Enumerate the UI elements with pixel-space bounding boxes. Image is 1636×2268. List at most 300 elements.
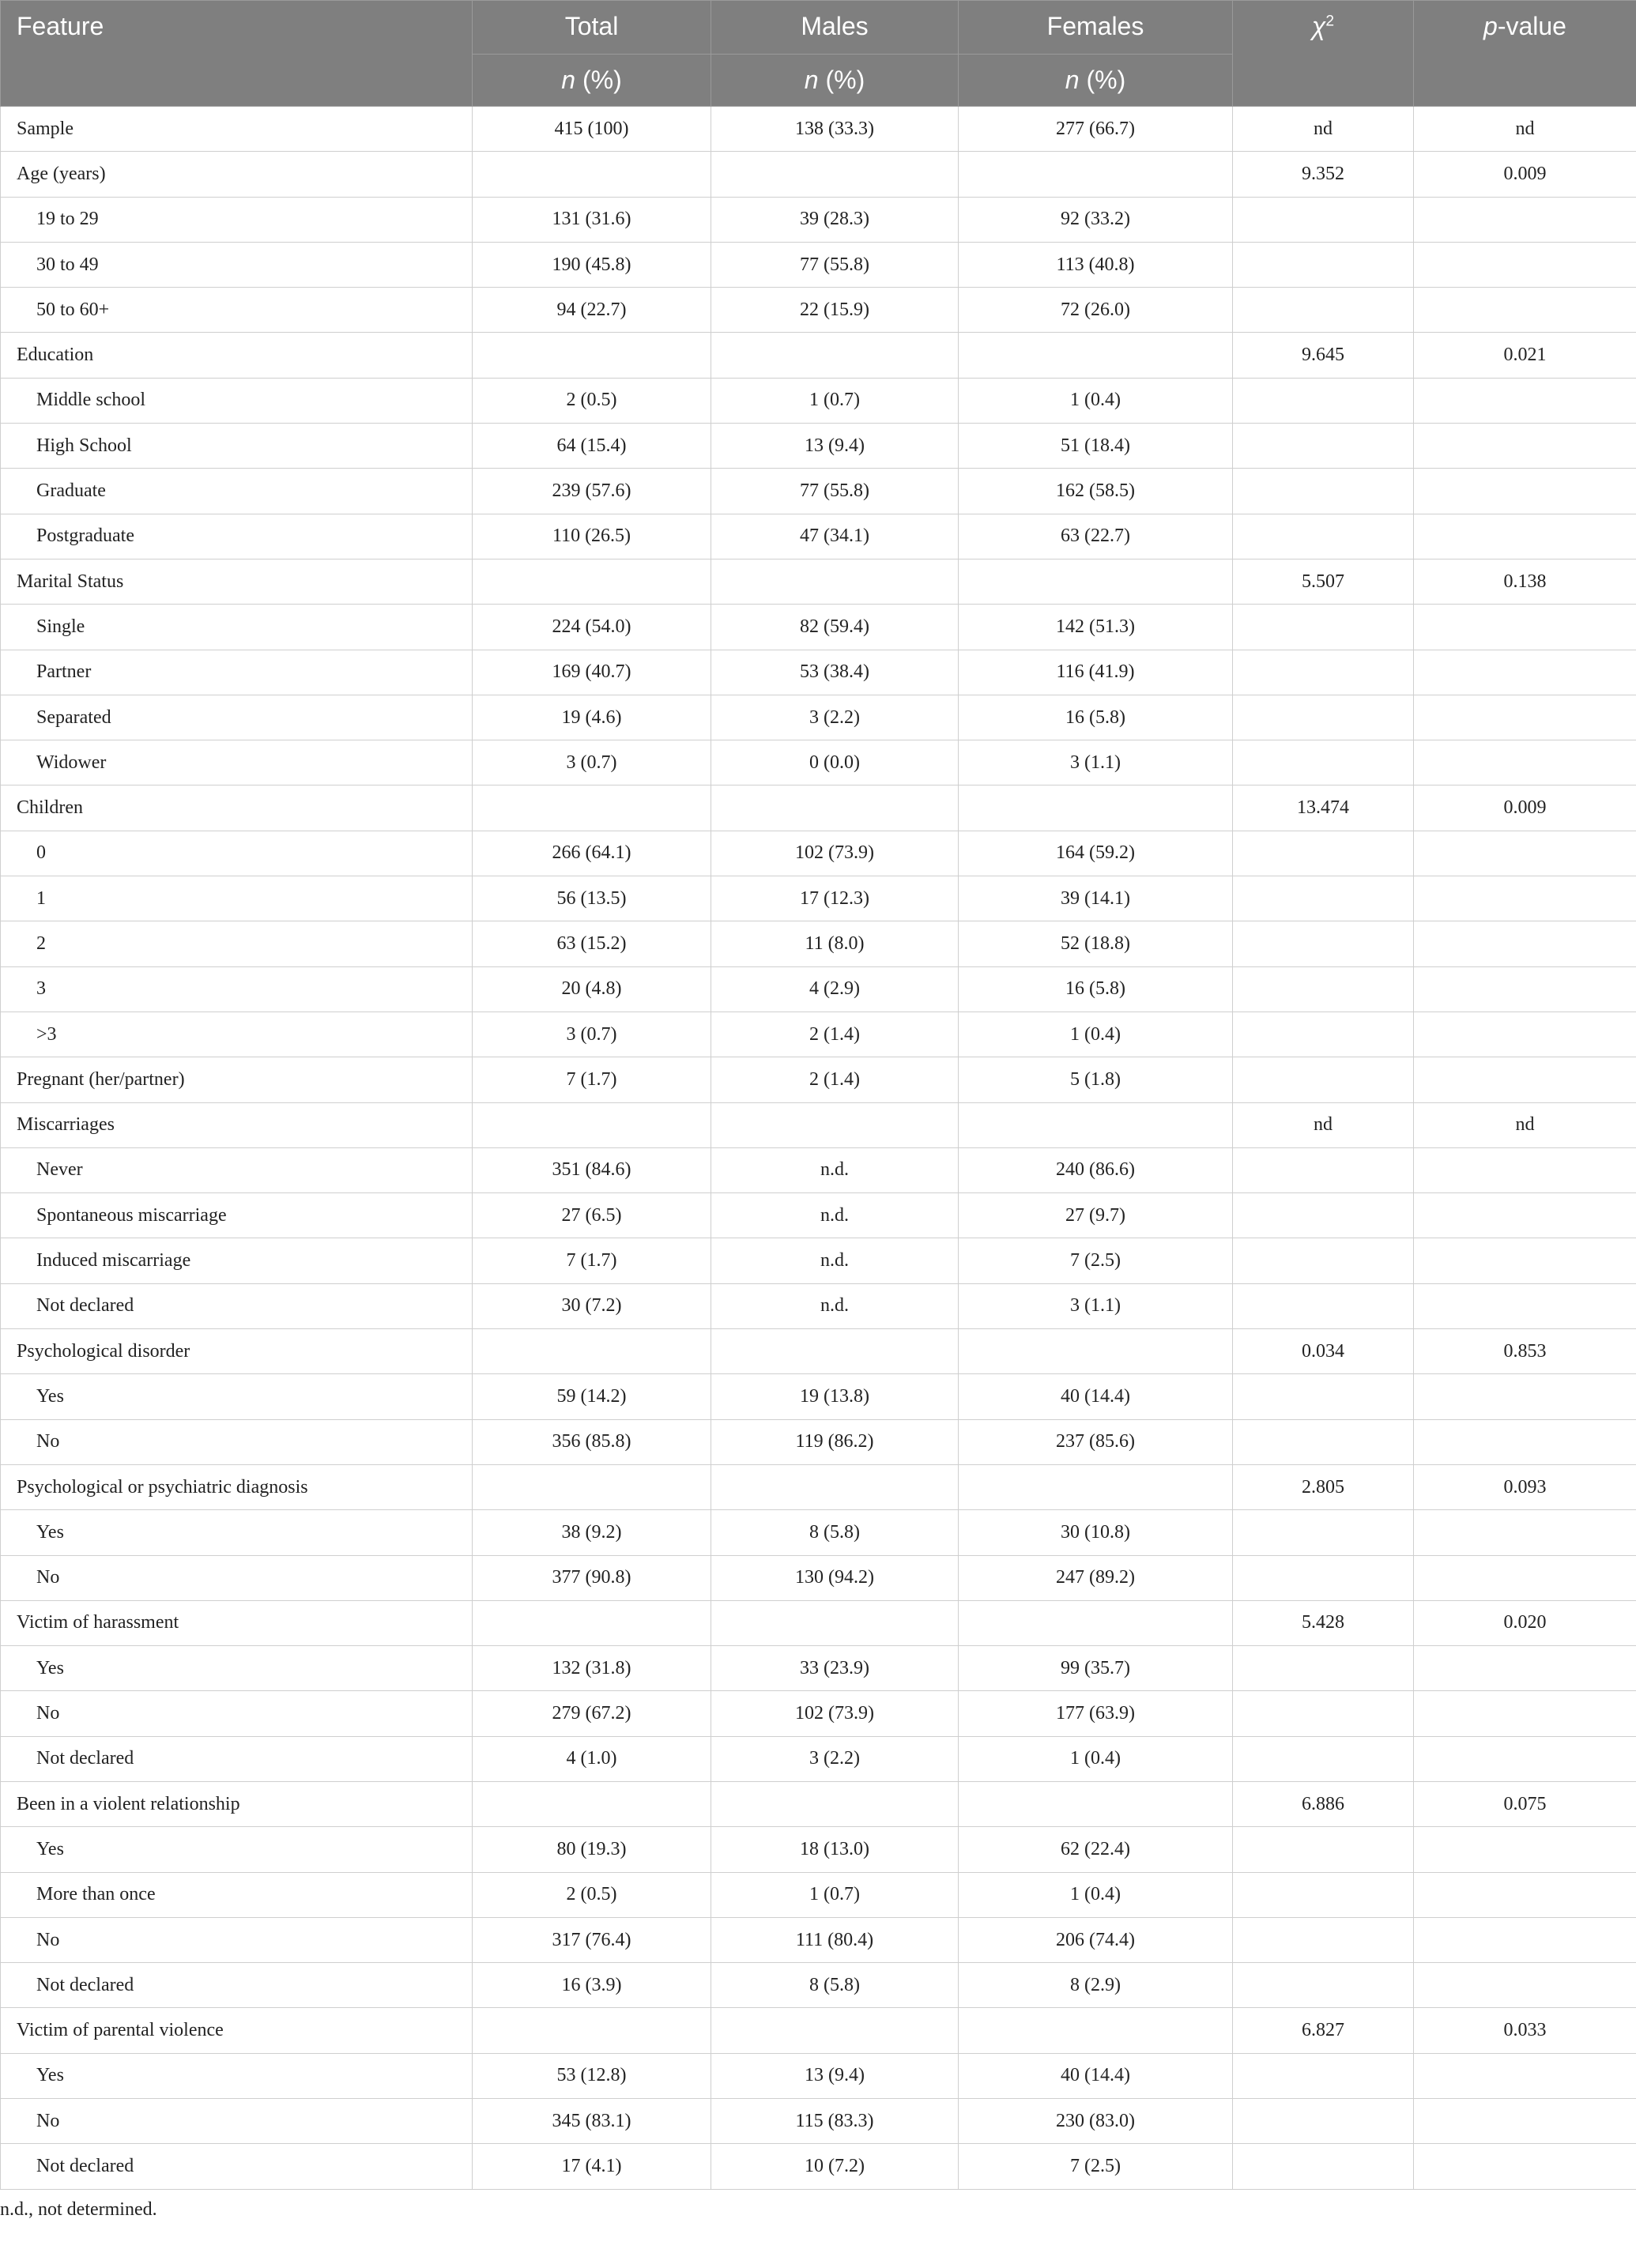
cell-total: 356 (85.8) — [473, 1419, 711, 1464]
row-label: Not declared — [1, 1963, 473, 2008]
cell-p-value — [1414, 378, 1636, 423]
cell-total: 80 (19.3) — [473, 1827, 711, 1872]
table-row — [1, 1238, 1636, 1283]
cell-males: 77 (55.8) — [711, 469, 959, 514]
cell-chi-square — [1233, 1646, 1414, 1691]
cell-chi-square — [1233, 1238, 1414, 1283]
cell-p-value — [1414, 2144, 1636, 2189]
cell-chi-square — [1233, 966, 1414, 1012]
table-row — [1, 1147, 1636, 1192]
cell-females: 1 (0.4) — [959, 1012, 1233, 1057]
table-row — [1, 1193, 1636, 1238]
cell-females: 39 (14.1) — [959, 876, 1233, 921]
cell-chi-square — [1233, 831, 1414, 876]
row-label: No — [1, 1917, 473, 1962]
row-label: Age (years) — [1, 152, 473, 197]
cell-females: 16 (5.8) — [959, 966, 1233, 1012]
cell-males: n.d. — [711, 1193, 959, 1238]
row-label: 19 to 29 — [1, 197, 473, 242]
table-row — [1, 1012, 1636, 1057]
header-p-rest: -value — [1497, 12, 1566, 40]
cell-total: 56 (13.5) — [473, 876, 711, 921]
cell-chi-square: 6.827 — [1233, 2008, 1414, 2053]
row-label: Separated — [1, 695, 473, 740]
row-label: Partner — [1, 650, 473, 695]
cell-chi-square — [1233, 1736, 1414, 1781]
header-chi-symbol: χ — [1311, 12, 1326, 40]
table-row — [1, 1691, 1636, 1736]
header-p-value — [1414, 1, 1636, 107]
row-label: Postgraduate — [1, 514, 473, 559]
table-row — [1, 786, 1636, 831]
table-row — [1, 424, 1636, 469]
cell-chi-square: 13.474 — [1233, 786, 1414, 831]
subheader-pct: (%) — [575, 66, 622, 94]
header-males: Males — [711, 1, 959, 55]
header-feature: Feature — [1, 1, 473, 107]
table-row — [1, 1057, 1636, 1102]
cell-p-value — [1414, 831, 1636, 876]
table-row — [1, 1283, 1636, 1328]
table-row — [1, 514, 1636, 559]
cell-p-value — [1414, 514, 1636, 559]
table-row — [1, 1419, 1636, 1464]
cell-total: 63 (15.2) — [473, 921, 711, 966]
row-label: Psychological or psychiatric diagnosis — [1, 1464, 473, 1509]
cell-males: 39 (28.3) — [711, 197, 959, 242]
subheader-males-n-pct — [711, 55, 959, 107]
cell-females — [959, 786, 1233, 831]
row-label: Victim of harassment — [1, 1600, 473, 1645]
row-label: Graduate — [1, 469, 473, 514]
cell-p-value — [1414, 605, 1636, 650]
cell-males — [711, 1600, 959, 1645]
cell-p-value: 0.033 — [1414, 2008, 1636, 2053]
cell-total: 190 (45.8) — [473, 242, 711, 287]
cell-females: 113 (40.8) — [959, 242, 1233, 287]
table-row — [1, 197, 1636, 242]
cell-males: 102 (73.9) — [711, 1691, 959, 1736]
cell-chi-square — [1233, 288, 1414, 333]
row-label: Spontaneous miscarriage — [1, 1193, 473, 1238]
cell-chi-square — [1233, 650, 1414, 695]
table-row — [1, 333, 1636, 378]
cell-total: 131 (31.6) — [473, 197, 711, 242]
cell-males: 13 (9.4) — [711, 424, 959, 469]
cell-total: 239 (57.6) — [473, 469, 711, 514]
cell-males — [711, 2008, 959, 2053]
cell-males: 17 (12.3) — [711, 876, 959, 921]
cell-females: 240 (86.6) — [959, 1147, 1233, 1192]
cell-total — [473, 559, 711, 604]
cell-females: 62 (22.4) — [959, 1827, 1233, 1872]
cell-females: 16 (5.8) — [959, 695, 1233, 740]
cell-males — [711, 1102, 959, 1147]
cell-females: 177 (63.9) — [959, 1691, 1233, 1736]
cell-chi-square: 9.352 — [1233, 152, 1414, 197]
cell-p-value: 0.009 — [1414, 152, 1636, 197]
table-row — [1, 605, 1636, 650]
subheader-pct: (%) — [1079, 66, 1126, 94]
cell-chi-square — [1233, 2144, 1414, 2189]
cell-chi-square — [1233, 1419, 1414, 1464]
cell-males: 22 (15.9) — [711, 288, 959, 333]
subheader-pct: (%) — [818, 66, 865, 94]
cell-total: 7 (1.7) — [473, 1238, 711, 1283]
cell-females: 116 (41.9) — [959, 650, 1233, 695]
cell-total: 3 (0.7) — [473, 1012, 711, 1057]
cell-females: 247 (89.2) — [959, 1555, 1233, 1600]
cell-males: 47 (34.1) — [711, 514, 959, 559]
cell-females — [959, 1102, 1233, 1147]
cell-p-value — [1414, 1510, 1636, 1555]
cell-females: 40 (14.4) — [959, 1374, 1233, 1419]
cell-males — [711, 1464, 959, 1509]
row-label: No — [1, 1555, 473, 1600]
cell-total: 94 (22.7) — [473, 288, 711, 333]
cell-females: 7 (2.5) — [959, 1238, 1233, 1283]
header-total: Total — [473, 1, 711, 55]
row-label: 2 — [1, 921, 473, 966]
table-row — [1, 288, 1636, 333]
cell-chi-square — [1233, 1963, 1414, 2008]
table-row — [1, 107, 1636, 152]
cell-males: 102 (73.9) — [711, 831, 959, 876]
cell-p-value — [1414, 1057, 1636, 1102]
cell-males — [711, 333, 959, 378]
cell-total: 16 (3.9) — [473, 1963, 711, 2008]
row-label: Single — [1, 605, 473, 650]
cell-total: 20 (4.8) — [473, 966, 711, 1012]
row-label: Yes — [1, 1374, 473, 1419]
cell-p-value — [1414, 2053, 1636, 2098]
cell-males — [711, 559, 959, 604]
cell-p-value — [1414, 740, 1636, 786]
cell-chi-square — [1233, 2099, 1414, 2144]
table-row — [1, 2008, 1636, 2053]
row-label: Induced miscarriage — [1, 1238, 473, 1283]
table-row — [1, 921, 1636, 966]
cell-chi-square — [1233, 378, 1414, 423]
table-header — [1, 1, 1636, 107]
cell-chi-square — [1233, 514, 1414, 559]
table-row — [1, 966, 1636, 1012]
cell-p-value — [1414, 1872, 1636, 1917]
cell-p-value — [1414, 1193, 1636, 1238]
cell-chi-square — [1233, 1057, 1414, 1102]
cell-males — [711, 1781, 959, 1826]
cell-total: 3 (0.7) — [473, 740, 711, 786]
cell-chi-square: nd — [1233, 1102, 1414, 1147]
cell-males: 53 (38.4) — [711, 650, 959, 695]
cell-females: 51 (18.4) — [959, 424, 1233, 469]
table-row — [1, 1646, 1636, 1691]
row-label: Children — [1, 786, 473, 831]
cell-p-value — [1414, 1827, 1636, 1872]
cell-females: 3 (1.1) — [959, 1283, 1233, 1328]
cell-total — [473, 1464, 711, 1509]
cell-p-value: 0.009 — [1414, 786, 1636, 831]
table-row — [1, 876, 1636, 921]
cell-females: 277 (66.7) — [959, 107, 1233, 152]
cell-total — [473, 152, 711, 197]
cell-chi-square — [1233, 605, 1414, 650]
cell-females: 8 (2.9) — [959, 1963, 1233, 2008]
table-row — [1, 1917, 1636, 1962]
cell-chi-square — [1233, 469, 1414, 514]
cell-chi-square: 5.507 — [1233, 559, 1414, 604]
cell-females: 27 (9.7) — [959, 1193, 1233, 1238]
cell-males: 11 (8.0) — [711, 921, 959, 966]
cell-total: 7 (1.7) — [473, 1057, 711, 1102]
cell-males: 119 (86.2) — [711, 1419, 959, 1464]
row-label: Yes — [1, 1646, 473, 1691]
row-label: 3 — [1, 966, 473, 1012]
subheader-n: n — [561, 66, 576, 94]
cell-females — [959, 559, 1233, 604]
cell-males: 82 (59.4) — [711, 605, 959, 650]
cell-males: n.d. — [711, 1283, 959, 1328]
table-row — [1, 1781, 1636, 1826]
cell-chi-square: 2.805 — [1233, 1464, 1414, 1509]
cell-total — [473, 333, 711, 378]
row-label: Yes — [1, 1827, 473, 1872]
cell-p-value: nd — [1414, 107, 1636, 152]
cell-p-value: nd — [1414, 1102, 1636, 1147]
table-row — [1, 152, 1636, 197]
row-label: No — [1, 1691, 473, 1736]
cell-females: 3 (1.1) — [959, 740, 1233, 786]
cell-p-value — [1414, 1012, 1636, 1057]
table-row — [1, 378, 1636, 423]
cell-p-value — [1414, 1555, 1636, 1600]
cell-males: 130 (94.2) — [711, 1555, 959, 1600]
row-label: Victim of parental violence — [1, 2008, 473, 2053]
cell-chi-square: 6.886 — [1233, 1781, 1414, 1826]
cell-females: 206 (74.4) — [959, 1917, 1233, 1962]
cell-chi-square — [1233, 695, 1414, 740]
cell-females: 142 (51.3) — [959, 605, 1233, 650]
cell-chi-square — [1233, 2053, 1414, 2098]
cell-chi-square: 0.034 — [1233, 1329, 1414, 1374]
cell-males: 115 (83.3) — [711, 2099, 959, 2144]
row-label: Yes — [1, 2053, 473, 2098]
cell-males: 33 (23.9) — [711, 1646, 959, 1691]
cell-p-value — [1414, 1963, 1636, 2008]
table-row — [1, 2053, 1636, 2098]
cell-p-value — [1414, 197, 1636, 242]
cell-total: 27 (6.5) — [473, 1193, 711, 1238]
cell-males: 1 (0.7) — [711, 378, 959, 423]
row-label: Not declared — [1, 1283, 473, 1328]
cell-males: 3 (2.2) — [711, 1736, 959, 1781]
cell-p-value: 0.093 — [1414, 1464, 1636, 1509]
table-row — [1, 1329, 1636, 1374]
cell-chi-square — [1233, 1872, 1414, 1917]
cell-total: 377 (90.8) — [473, 1555, 711, 1600]
subheader-females-n-pct — [959, 55, 1233, 107]
cell-total — [473, 1329, 711, 1374]
subheader-total-n-pct — [473, 55, 711, 107]
cell-males: 8 (5.8) — [711, 1510, 959, 1555]
cell-chi-square — [1233, 1555, 1414, 1600]
cell-females: 52 (18.8) — [959, 921, 1233, 966]
cell-p-value: 0.021 — [1414, 333, 1636, 378]
row-label: Been in a violent relationship — [1, 1781, 473, 1826]
table-row — [1, 1963, 1636, 2008]
header-chi-sup: 2 — [1325, 13, 1335, 30]
row-label: Widower — [1, 740, 473, 786]
cell-p-value — [1414, 2099, 1636, 2144]
row-label: Pregnant (her/partner) — [1, 1057, 473, 1102]
cell-p-value — [1414, 1238, 1636, 1283]
cell-females: 63 (22.7) — [959, 514, 1233, 559]
cell-females — [959, 2008, 1233, 2053]
row-label: Not declared — [1, 2144, 473, 2189]
cell-p-value — [1414, 1283, 1636, 1328]
cell-total — [473, 1781, 711, 1826]
cell-chi-square — [1233, 1917, 1414, 1962]
cell-chi-square — [1233, 921, 1414, 966]
cell-total: 53 (12.8) — [473, 2053, 711, 2098]
cell-total — [473, 2008, 711, 2053]
cell-total: 279 (67.2) — [473, 1691, 711, 1736]
cell-p-value — [1414, 650, 1636, 695]
cell-males: 8 (5.8) — [711, 1963, 959, 2008]
cell-chi-square — [1233, 1510, 1414, 1555]
cell-males: 0 (0.0) — [711, 740, 959, 786]
cell-chi-square — [1233, 1147, 1414, 1192]
cell-total — [473, 786, 711, 831]
table-row — [1, 242, 1636, 287]
cell-males — [711, 1329, 959, 1374]
cell-p-value — [1414, 288, 1636, 333]
cell-males: 77 (55.8) — [711, 242, 959, 287]
cell-chi-square — [1233, 1827, 1414, 1872]
table-row — [1, 695, 1636, 740]
cell-females: 5 (1.8) — [959, 1057, 1233, 1102]
table-row — [1, 469, 1636, 514]
cell-total: 64 (15.4) — [473, 424, 711, 469]
table-body — [1, 107, 1636, 2190]
cell-total: 266 (64.1) — [473, 831, 711, 876]
cell-total: 19 (4.6) — [473, 695, 711, 740]
cell-females — [959, 333, 1233, 378]
cell-p-value — [1414, 876, 1636, 921]
cell-females — [959, 152, 1233, 197]
row-label: 50 to 60+ — [1, 288, 473, 333]
cell-p-value: 0.853 — [1414, 1329, 1636, 1374]
cell-females: 1 (0.4) — [959, 378, 1233, 423]
cell-p-value — [1414, 695, 1636, 740]
table-row — [1, 740, 1636, 786]
table-row — [1, 650, 1636, 695]
cell-females: 230 (83.0) — [959, 2099, 1233, 2144]
cell-p-value — [1414, 921, 1636, 966]
table-row — [1, 1510, 1636, 1555]
cell-females: 1 (0.4) — [959, 1872, 1233, 1917]
table-row — [1, 1555, 1636, 1600]
cell-males: 10 (7.2) — [711, 2144, 959, 2189]
cell-females: 92 (33.2) — [959, 197, 1233, 242]
cell-total: 38 (9.2) — [473, 1510, 711, 1555]
table-row — [1, 2099, 1636, 2144]
table-row — [1, 1464, 1636, 1509]
cell-females — [959, 1781, 1233, 1826]
cell-total: 169 (40.7) — [473, 650, 711, 695]
cell-total: 17 (4.1) — [473, 2144, 711, 2189]
header-p-italic: p — [1483, 12, 1498, 40]
cell-males: 2 (1.4) — [711, 1012, 959, 1057]
cell-males: 138 (33.3) — [711, 107, 959, 152]
table-row — [1, 2144, 1636, 2189]
table-row — [1, 1600, 1636, 1645]
cell-chi-square: nd — [1233, 107, 1414, 152]
cell-p-value: 0.138 — [1414, 559, 1636, 604]
cell-p-value — [1414, 1147, 1636, 1192]
table-row — [1, 831, 1636, 876]
cell-females: 72 (26.0) — [959, 288, 1233, 333]
cell-total: 30 (7.2) — [473, 1283, 711, 1328]
cell-females: 99 (35.7) — [959, 1646, 1233, 1691]
row-label: 0 — [1, 831, 473, 876]
cell-females: 40 (14.4) — [959, 2053, 1233, 2098]
table-row — [1, 1374, 1636, 1419]
row-label: 30 to 49 — [1, 242, 473, 287]
cell-chi-square — [1233, 1012, 1414, 1057]
row-label: Miscarriages — [1, 1102, 473, 1147]
cell-females — [959, 1600, 1233, 1645]
cell-chi-square — [1233, 242, 1414, 287]
cell-p-value — [1414, 1691, 1636, 1736]
cell-total: 4 (1.0) — [473, 1736, 711, 1781]
cell-p-value — [1414, 424, 1636, 469]
header-females: Females — [959, 1, 1233, 55]
cell-total: 132 (31.8) — [473, 1646, 711, 1691]
cell-p-value — [1414, 1736, 1636, 1781]
table-footnote: n.d., not determined. — [0, 2198, 157, 2220]
row-label: No — [1, 1419, 473, 1464]
cell-females: 1 (0.4) — [959, 1736, 1233, 1781]
cell-males: 13 (9.4) — [711, 2053, 959, 2098]
table-row — [1, 559, 1636, 604]
cell-total: 415 (100) — [473, 107, 711, 152]
cell-total: 2 (0.5) — [473, 1872, 711, 1917]
row-label: No — [1, 2099, 473, 2144]
cell-females: 162 (58.5) — [959, 469, 1233, 514]
table-row — [1, 1102, 1636, 1147]
cell-females: 237 (85.6) — [959, 1419, 1233, 1464]
row-label: Yes — [1, 1510, 473, 1555]
cell-p-value: 0.020 — [1414, 1600, 1636, 1645]
subheader-n: n — [1065, 66, 1080, 94]
row-label: Education — [1, 333, 473, 378]
cell-chi-square — [1233, 876, 1414, 921]
cell-males — [711, 152, 959, 197]
row-label: High School — [1, 424, 473, 469]
cell-total: 110 (26.5) — [473, 514, 711, 559]
row-label: Never — [1, 1147, 473, 1192]
cell-chi-square — [1233, 197, 1414, 242]
row-label: Sample — [1, 107, 473, 152]
cell-females: 30 (10.8) — [959, 1510, 1233, 1555]
cell-chi-square — [1233, 1193, 1414, 1238]
cell-males: 4 (2.9) — [711, 966, 959, 1012]
cell-total — [473, 1102, 711, 1147]
cell-chi-square — [1233, 1374, 1414, 1419]
row-label: Not declared — [1, 1736, 473, 1781]
cell-p-value — [1414, 1917, 1636, 1962]
